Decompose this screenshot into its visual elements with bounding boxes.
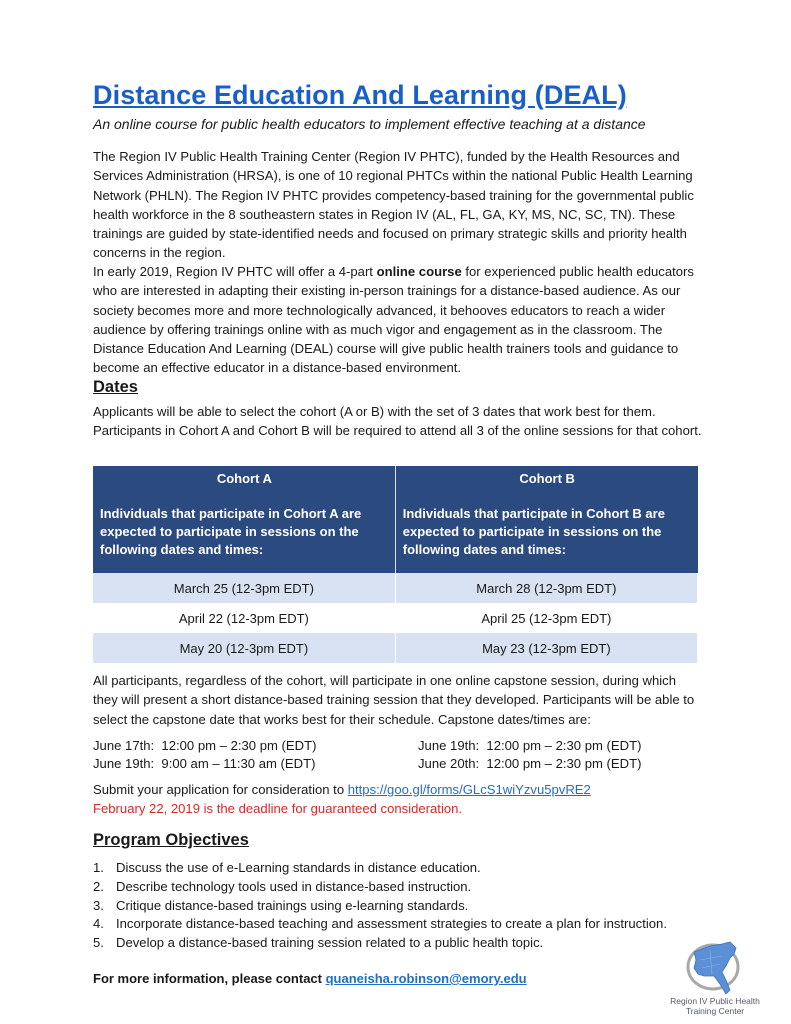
logo-text [660, 996, 770, 1016]
contact-email-link[interactable]: quaneisha.robinson@emory.edu [325, 971, 527, 986]
capstone-date: June 20th: 12:00 pm – 2:30 pm (EDT) [418, 756, 642, 771]
submit-text: Submit your application for consideration to [93, 782, 348, 797]
table-cell: March 28 (12-3pm EDT) [395, 573, 697, 603]
cohort-table [93, 466, 698, 663]
cohort-a-title: Cohort A [216, 471, 272, 486]
item-text: Discuss the use of e-Learning standards in distance education. [116, 860, 481, 875]
table-cell: April 22 (12-3pm EDT) [93, 603, 395, 633]
southeast-map-icon [660, 938, 770, 996]
dates-heading: Dates [93, 378, 138, 396]
region-iv-phtc-logo [660, 938, 770, 1018]
contact-label: For more information, please contact [93, 971, 326, 986]
list-item [93, 859, 667, 878]
item-number: 5. [93, 935, 104, 951]
cohort-b-title: Cohort B [519, 471, 575, 486]
table-row [93, 603, 698, 633]
course-paragraph [93, 262, 703, 378]
logo-line-2: Training Center [685, 1006, 745, 1016]
document-title: Distance Education And Learning (DEAL) [93, 80, 627, 110]
list-item [93, 934, 667, 953]
application-link[interactable]: https://goo.gl/forms/GLcS1wiYzvu5pvRE2 [347, 782, 591, 797]
course-text-1: In early 2019, Region IV PHTC will offer a 4-part [93, 264, 377, 279]
capstone-paragraph: All participants, regardless of the cohort, will participate in one online capstone session, during which they will present a short distance-based training session that they developed. Participants will be able to select the capstone date that works best for their schedule. Capstone dates/times are: [93, 673, 695, 727]
item-text: Develop a distance-based training session related to a public health topic. [116, 935, 544, 951]
item-number: 2. [93, 878, 104, 894]
logo-line-1: Region IV Public Health [670, 996, 760, 1006]
cohort-b-header [395, 466, 697, 573]
table-row [93, 633, 698, 663]
deadline-notice: February 22, 2019 is the deadline for guaranteed consideration. [93, 801, 463, 816]
intro-paragraph: The Region IV Public Health Training Center (Region IV PHTC), funded by the Health Resources and Services Administration (HRSA), is one of 10 regional PHTCs within the national Public Health Learning Network (PHLN). The Region IV PHTC provides competency-based training for the governmental public health workforce in the 8 southeastern states in Region IV (AL, FL, GA, KY, MS, NC, SC, TN). These trainings are guided by state-identified needs and focused on primary strategic skills and priority health concerns in the region. [93, 149, 694, 261]
table-cell: May 23 (12-3pm EDT) [395, 633, 697, 663]
course-text-bold: online course [376, 264, 462, 279]
list-item [93, 915, 667, 934]
table-cell: April 25 (12-3pm EDT) [395, 603, 697, 633]
table-cell: March 25 (12-3pm EDT) [93, 573, 395, 603]
course-text-2: for experienced public health educators who are interested in adapting their existing in-person trainings for a distance-based audience. As our society becomes more and more technologically advanced, it behooves educators to reach a wider audience by offering trainings online with as much vigor and engagement as in the classroom. The Distance Education And Learning (DEAL) course will give public health trainers tools and guidance to become an effective educator in a distance-based environment. [93, 264, 694, 376]
item-number: 1. [93, 860, 104, 875]
item-number: 3. [93, 897, 104, 913]
document-subtitle: An online course for public health educators to implement effective teaching at a distance [93, 116, 646, 132]
submit-line [93, 782, 591, 797]
item-text: Critique distance-based trainings using e-learning standards. [116, 897, 469, 913]
list-item [93, 897, 667, 916]
cohort-a-header [93, 466, 395, 573]
item-text: Incorporate distance-based teaching and assessment strategies to create a plan for instruction. [116, 916, 667, 932]
objectives-list [93, 859, 667, 953]
table-row [93, 573, 698, 603]
objectives-heading: Program Objectives [93, 831, 249, 849]
item-number: 4. [93, 916, 104, 932]
table-cell: May 20 (12-3pm EDT) [93, 633, 395, 663]
contact-line [93, 971, 527, 986]
cohort-b-description: Individuals that participate in Cohort B are expected to participate in sessions on the following dates and times: [402, 506, 665, 557]
list-item [93, 878, 667, 897]
capstone-date: June 19th: 12:00 pm – 2:30 pm (EDT) [418, 738, 642, 753]
cohort-a-description: Individuals that participate in Cohort A are expected to participate in sessions on the following dates and times: [100, 506, 362, 557]
item-text: Describe technology tools used in distance-based instruction. [116, 878, 472, 894]
dates-paragraph: Applicants will be able to select the cohort (A or B) with the set of 3 dates that work best for them. Participants in Cohort A and Cohort B will be required to attend all 3 of the online sessions for that cohort. [93, 404, 702, 439]
capstone-date: June 19th: 9:00 am – 11:30 am (EDT) [93, 756, 316, 771]
capstone-date: June 17th: 12:00 pm – 2:30 pm (EDT) [93, 738, 317, 753]
